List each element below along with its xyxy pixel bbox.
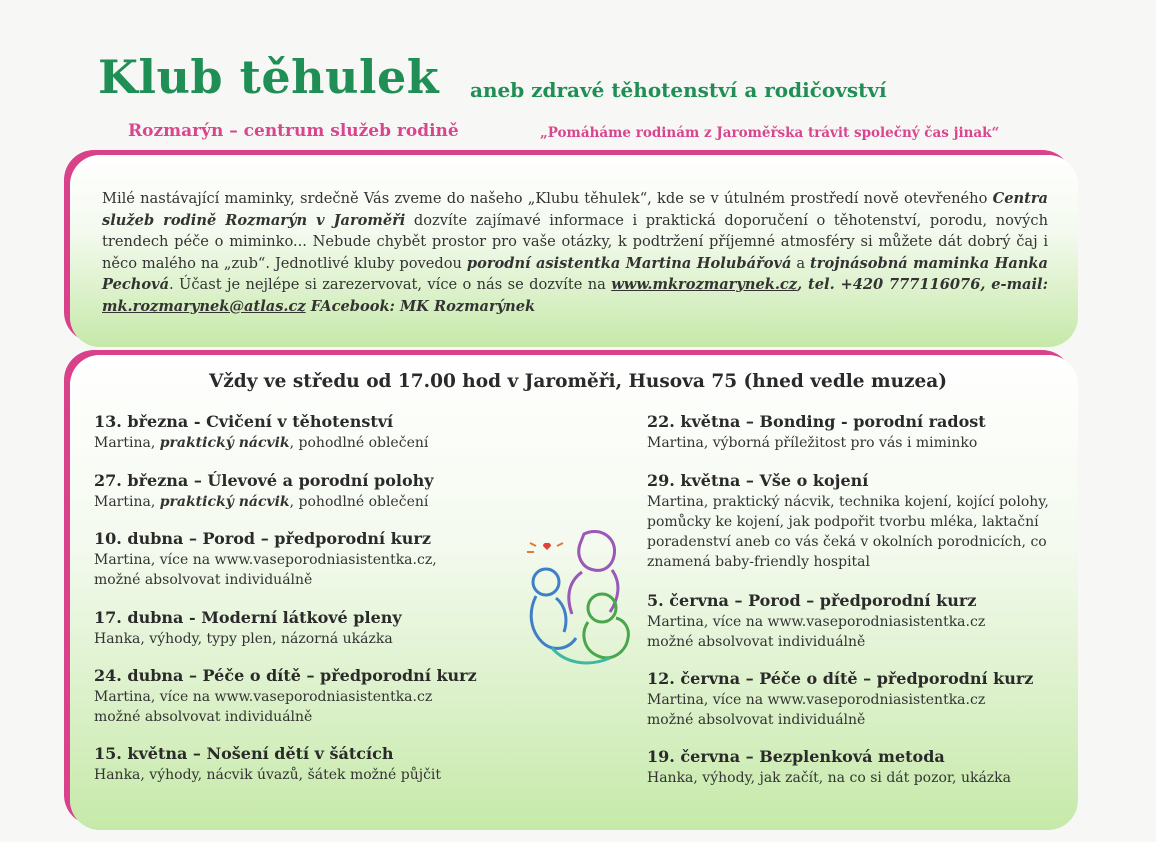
event-description: Hanka, výhody, typy plen, názorná ukázka bbox=[94, 631, 393, 647]
event-item bbox=[647, 470, 1067, 572]
website-link[interactable]: www.mkrozmarynek.cz bbox=[611, 276, 798, 293]
organization-name: Rozmarýn – centrum služeb rodině bbox=[128, 121, 459, 141]
event-title: 13. března - Cvičení v těhotenství bbox=[94, 412, 394, 431]
page-subtitle: aneb zdravé těhotenství a rodičovství bbox=[470, 78, 887, 102]
mother-name: trojnásobná maminka Hanka Pechová bbox=[102, 254, 1048, 293]
event-title: 19. června – Bezplenková metoda bbox=[647, 747, 945, 766]
motto: „Pomáháme rodinám z Jaroměřska trávit společný čas jinak“ bbox=[540, 125, 1000, 141]
event-title: 12. června – Péče o dítě – předporodní kurz bbox=[647, 669, 1034, 688]
event-description: Hanka, výhody, nácvik úvazů, šátek možné půjčit bbox=[94, 767, 442, 783]
event-description: Martina, praktický nácvik, pohodlné oblečení bbox=[94, 435, 429, 451]
event-description: Martina, více na www.vaseporodniasistentka.cz, možné absolvovat individuálně bbox=[94, 552, 437, 588]
event-title: 17. dubna - Moderní látkové pleny bbox=[94, 608, 402, 627]
event-description: Martina, více na www.vaseporodniasistentka.cz možné absolvovat individuálně bbox=[94, 689, 433, 725]
schedule-header: Vždy ve středu od 17.00 hod v Jaroměři, Husova 75 (hned vedle muzea) bbox=[208, 371, 948, 392]
page-title: Klub těhulek bbox=[98, 50, 440, 104]
facebook: FAcebook: MK Rozmarýnek bbox=[305, 297, 536, 315]
event-title: 22. května – Bonding - porodní radost bbox=[647, 412, 986, 431]
mother-with-children-icon bbox=[522, 528, 640, 680]
event-title: 27. března – Úlevové a porodní polohy bbox=[94, 471, 434, 490]
event-item bbox=[94, 607, 534, 649]
intro-text: Milé nastávající maminky, srdečně Vás zveme do našeho „Klubu těhulek“, kde se v útulném prostředí nově otevřeného Centra služeb rodině Rozmarýn v Jaroměři dozvíte zajímavé informace i praktická doporučení o těhotenství, porodu, nových trendech péče o miminko... Nebude chybět prostor pro vaše otázky, k podtržení příjemné atmosféry si můžete dát dobrý čaj i něco malého na „zub“. Jednotlivé kluby povedou porodní asistentka Martina Holubářová a trojnásobná maminka Hanka Pechová. Účast je nejlépe si zarezervovat, více o nás se dozvíte na www.mkrozmarynek.cz, tel. +420 777116076, e-mail: mk.rozmarynek@atlas.cz FAcebook: MK Rozmarýnek bbox=[102, 190, 1048, 315]
event-item bbox=[647, 746, 1087, 788]
event-title: 10. dubna – Porod – předporodní kurz bbox=[94, 529, 431, 548]
event-title: 29. května – Vše o kojení bbox=[647, 471, 869, 490]
event-item bbox=[647, 411, 1087, 453]
event-item bbox=[94, 470, 534, 512]
event-title: 5. června – Porod – předporodní kurz bbox=[647, 591, 977, 610]
event-description: Hanka, výhody, jak začít, na co si dát pozor, ukázka bbox=[647, 770, 1011, 786]
event-description: Martina, více na www.vaseporodniasistentka.cz možné absolvovat individuálně bbox=[647, 692, 986, 728]
event-title: 24. dubna – Péče o dítě – předporodní kurz bbox=[94, 666, 477, 685]
event-item bbox=[94, 528, 534, 590]
event-item bbox=[94, 411, 534, 453]
event-item bbox=[94, 665, 534, 727]
email-link[interactable]: mk.rozmarynek@atlas.cz bbox=[102, 297, 306, 315]
event-item bbox=[647, 590, 1087, 652]
event-description: Martina, více na www.vaseporodniasistentka.cz možné absolvovat individuálně bbox=[647, 614, 986, 650]
phone: , tel. +420 777116076, e-mail: bbox=[797, 276, 1048, 293]
event-description: Martina, praktický nácvik, technika kojení, kojící polohy, pomůcky ke kojení, jak podpořit tvorbu mléka, laktační poradenství aneb co vás čeká v okolních porodnicích, co znamená baby-friendly hospital bbox=[647, 494, 1049, 570]
event-item bbox=[647, 668, 1087, 730]
event-item bbox=[94, 743, 534, 785]
midwife-name: porodní asistentka Martina Holubářová bbox=[466, 254, 792, 272]
event-description: Martina, praktický nácvik, pohodlné oblečení bbox=[94, 494, 429, 510]
center-name: Centra služeb rodině Rozmarýn v Jaroměři bbox=[102, 190, 1048, 229]
event-title: 15. května – Nošení dětí v šátcích bbox=[94, 744, 394, 763]
event-description: Martina, výborná příležitost pro vás i miminko bbox=[647, 435, 978, 451]
